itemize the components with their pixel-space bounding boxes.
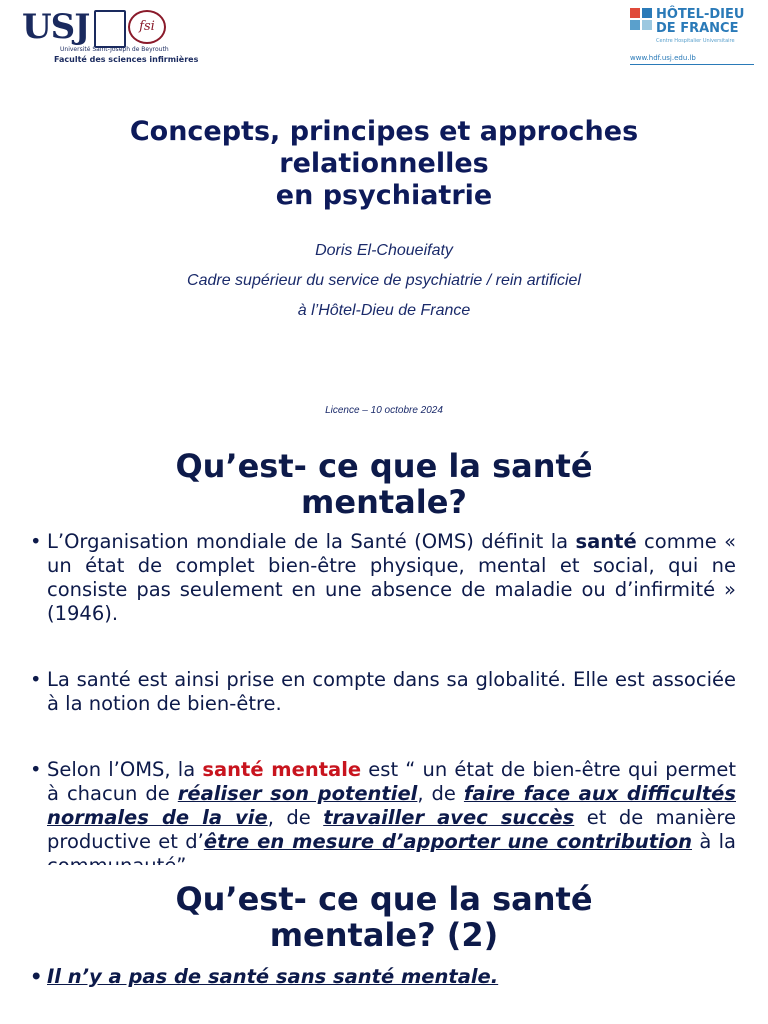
bullet-list bbox=[30, 530, 736, 878]
definition-slide-2 bbox=[0, 865, 768, 1024]
university-name: Université Saint-Joseph de Beyrouth bbox=[60, 46, 169, 53]
text: et de manière productive et d’ bbox=[47, 806, 736, 853]
emphasis: être en mesure d’apporter une contribution bbox=[203, 830, 693, 853]
slide-title bbox=[0, 448, 768, 520]
hdf-tagline: Centre Hospitalier Universitaire bbox=[656, 38, 735, 44]
text: , de bbox=[417, 782, 464, 805]
presentation-title bbox=[0, 116, 768, 212]
bullet-no-health-without-mental-health: • Il n’y a pas de santé sans santé mentale. bbox=[30, 965, 753, 989]
bullet-oms-definition bbox=[30, 530, 736, 626]
usj-wordmark: USJ bbox=[22, 7, 90, 47]
hdf-name bbox=[656, 8, 744, 36]
slide-title bbox=[0, 881, 768, 953]
title-line: Qu’est- ce que la santé bbox=[175, 447, 593, 485]
hdf-name-line1: HÔTEL-DIEU bbox=[656, 7, 745, 22]
hdf-url: www.hdf.usj.edu.lb bbox=[630, 54, 696, 62]
hdf-divider bbox=[630, 64, 754, 65]
faculty-name: Faculté des sciences infirmières bbox=[54, 55, 199, 64]
usj-emblem-icon bbox=[94, 10, 126, 48]
author-role: Cadre supérieur du service de psychiatrie / rein artificiel bbox=[187, 272, 581, 289]
author-block bbox=[0, 236, 768, 326]
title-line: en psychiatrie bbox=[275, 180, 493, 211]
title-line: mentale? (2) bbox=[269, 916, 499, 954]
highlight: santé mentale bbox=[202, 758, 362, 781]
emphasis: réaliser son potentiel bbox=[177, 782, 418, 805]
bullet-mental-health bbox=[30, 758, 736, 878]
emphasis: faire face aux difficultés normales de la vie bbox=[47, 782, 736, 829]
author-name: Doris El-Choueifaty bbox=[315, 242, 453, 259]
title-slide bbox=[0, 0, 768, 440]
emphasis: travailler avec succès bbox=[323, 806, 575, 829]
usj-logo bbox=[22, 7, 199, 66]
title-line: Concepts, principes et approches bbox=[129, 116, 639, 147]
text: L’Organisation mondiale de la Santé (OMS) définit la bbox=[47, 530, 576, 553]
text: comme « un état de complet bien-être physique, mental et social, qui ne consiste pas seulement en une absence de maladie ou d’infirmité » (1946). bbox=[47, 530, 737, 625]
text: est “ un état de bien-être qui permet à chacun de bbox=[47, 758, 736, 805]
hdf-logo bbox=[630, 8, 754, 66]
definition-slide bbox=[0, 440, 768, 865]
author-place: à l’Hôtel-Dieu de France bbox=[297, 302, 471, 319]
title-line: relationnelles bbox=[279, 148, 489, 179]
presentation-date: Licence – 10 octobre 2024 bbox=[325, 405, 443, 416]
hdf-emblem-icon bbox=[630, 8, 652, 42]
text: , de bbox=[267, 806, 324, 829]
title-line: mentale? bbox=[301, 483, 467, 521]
emphasis: santé bbox=[575, 530, 637, 553]
fsi-logo: fsi bbox=[128, 10, 166, 44]
text: à la bbox=[699, 830, 736, 853]
bullet-globality: • La santé est ainsi prise en compte dans sa globalité. Elle est associée à la notion de bien-être. bbox=[30, 668, 736, 716]
text: Selon l’OMS, la bbox=[47, 758, 203, 781]
hdf-name-line2: DE FRANCE bbox=[656, 21, 739, 36]
title-line: Qu’est- ce que la santé bbox=[175, 880, 593, 918]
